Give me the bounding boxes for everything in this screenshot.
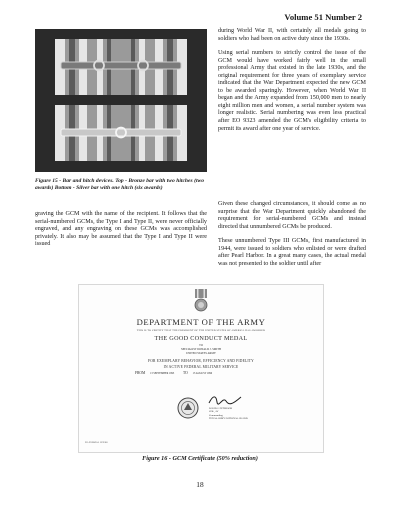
figure-15-photo [35,29,207,172]
volume-header: Volume 51 Number 2 [284,12,362,22]
right-column-lower [218,201,366,268]
left-paragraph: graving the GCM with the name of the recipient. It follows that the serial-numbered GCMs, the Type I and Type II, were never officially engraved, and any engraving on these GCMs was accomplished privately. It also may be assumed that the Type I and Type II were issued [35,211,207,248]
right-paragraph-3: Given these changed circumstances, it should come as no surprise that the War Department quickly abandoned the requirement for serial-numbered GCMs and instead directed that unnumbered GCMs be produced. [218,201,366,230]
from-label: FROM [135,371,146,375]
right-column-upper [218,28,366,133]
silver-bar-device [61,128,181,138]
signer-name: DAVID J. PETERSON [209,407,233,410]
medal-emblem-icon [192,289,210,313]
signer-rank: COL, AV [209,410,219,414]
gcm-certificate [78,284,324,453]
bronze-bar-device [61,61,181,71]
certificate-line-2: FOR EXEMPLARY BEHAVIOR, EFFICIENCY AND FIDELITY [148,359,254,363]
page-number: 18 [196,480,204,489]
figure-15-caption-text: - Bar and hitch devices. Top - Bronze bar with two hitches (two awards) Bottom - Silver bar with one hitch (six awards) [35,178,205,191]
signature-block [209,407,248,420]
certificate-line-3: IN ACTIVE FEDERAL MILITARY SERVICE [163,365,239,369]
certificate-recipient: SPECIALIST DONALD J. SMITH [181,348,221,351]
to-date: 13 AUGUST 1996 [192,372,213,375]
certificate-medal-name: THE GOOD CONDUCT MEDAL [154,335,248,342]
figure-15-label: Figure 15 [35,178,58,184]
right-paragraph-4: These unnumbered Type III GCMs, first manufactured in 1944, were issued to soldiers who enlisted or were drafted after Pearl Harbor. In a great many cases, the actual medal was not presented to the soldier until after [218,238,366,267]
ribbon-bars-illustration [35,29,207,172]
figure-16-caption: Figure 16 - GCM Certificate (50% reduction) [142,455,258,462]
signer-title: Commanding [209,413,223,417]
form-number: DA FORM 6-1 JUN 88 [85,441,108,444]
right-paragraph-2: Using serial numbers to strictly control the issue of the GCM would have worked fairly well in the small professional Army that existed in the late 1930s, and the original requirement for three years of exemplary service indicated that the War Department expected the new GCM to be awarded sparingly. However, when World War II began and the Army expanded from 150,000 men to nearly eight million men and women, a serial number system was longer realistic. Serial numbering was even less practical after EO 9323 amended the GCM's eligibility criteria to permit its award after one year of service. [218,50,366,132]
from-date: 13 SEPTEMBER 1993 [150,372,175,375]
signer-unit: TEXAS ARMY NATIONAL GUARD [209,416,248,420]
certificate-title: DEPARTMENT OF THE ARMY [136,317,266,327]
left-column-text [35,211,207,249]
signature-icon [207,393,243,407]
right-paragraph-1: during World War II, with certainly all medals going to soldiers who had been on active duty since the 1930s. [218,28,366,42]
army-seal-icon [177,397,199,419]
certificate-recipient-unit: UNITED STATES ARMY [186,352,216,355]
certificate-award-line: THIS IS TO CERTIFY THAT THE PRESIDENT OF THE UNITED STATES OF AMERICA HAS AWARDED [136,329,266,332]
figure-15-caption [35,178,207,191]
certificate-dates [135,371,212,375]
to-label: TO [183,371,188,375]
certificate-to: TO [199,344,203,347]
